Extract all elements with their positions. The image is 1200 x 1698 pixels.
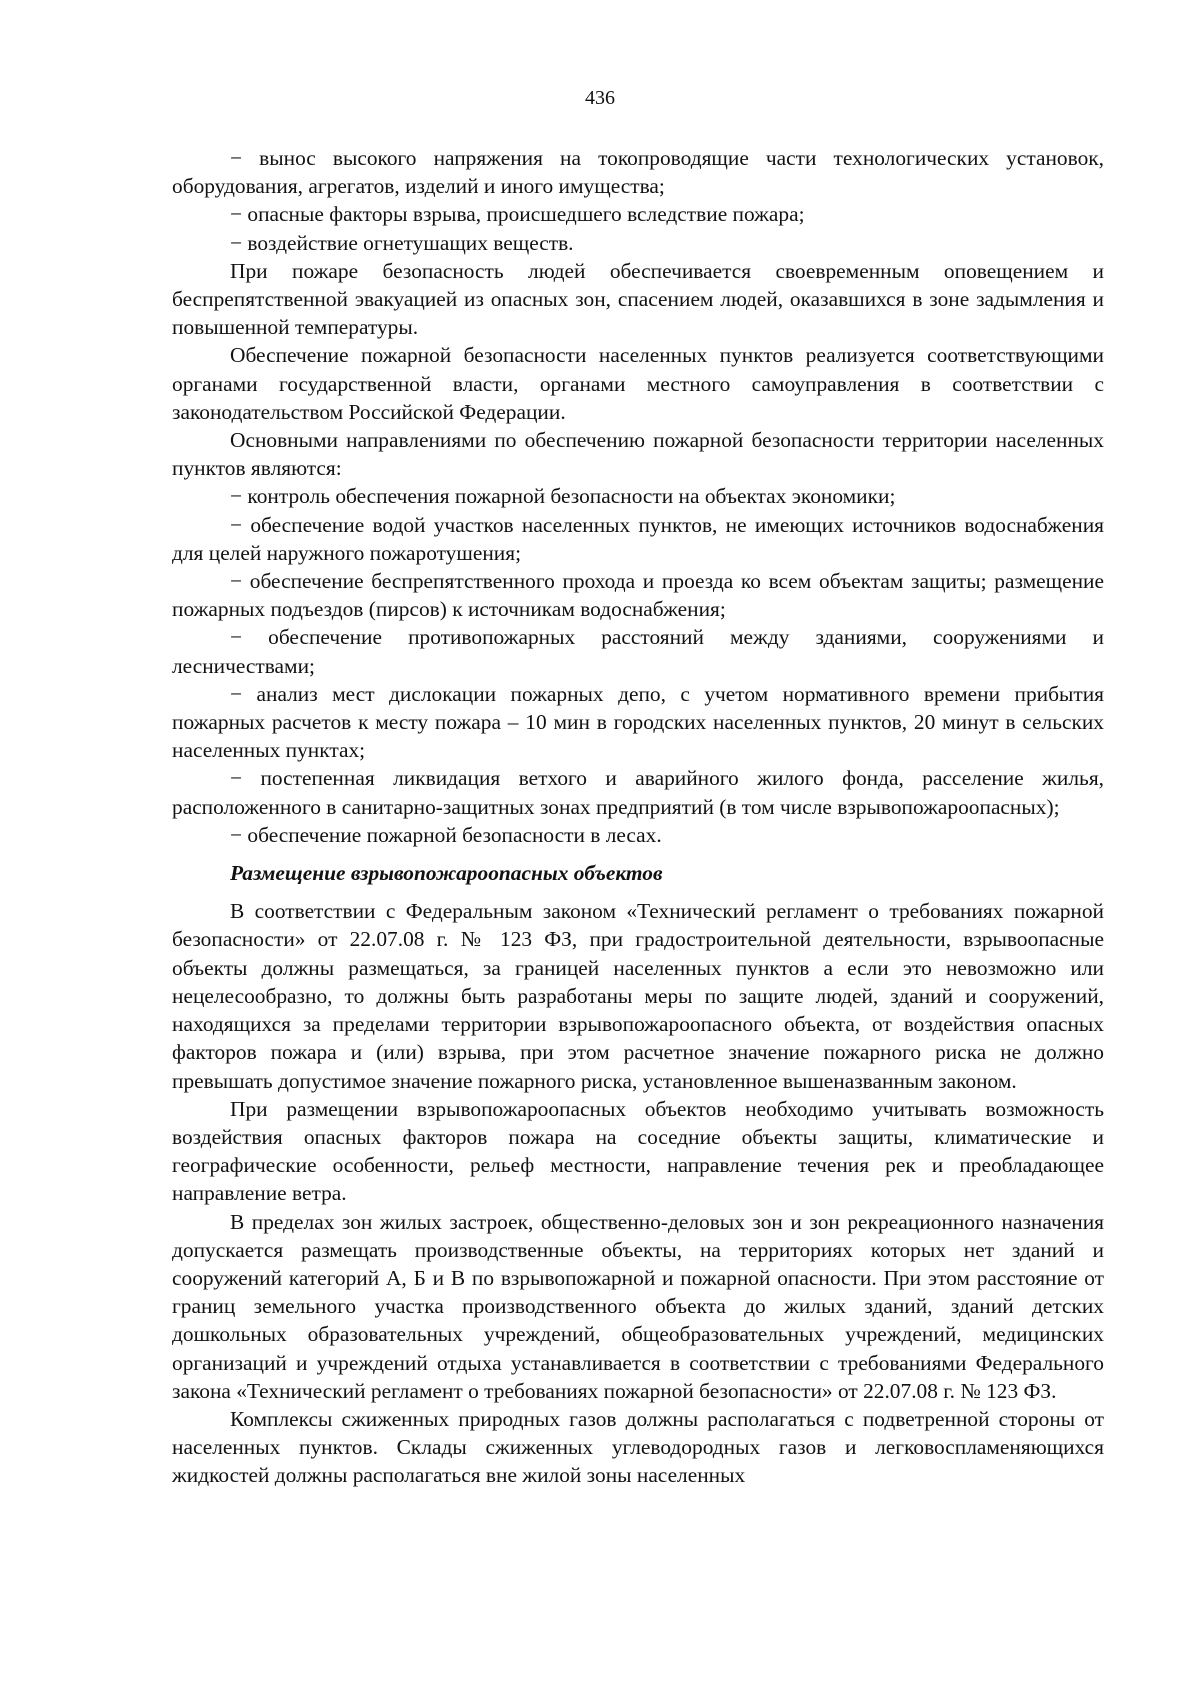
list-item-explosion-factors: − опасные факторы взрыва, происшедшего вследствие пожара; [230, 202, 805, 227]
list-item-passage: − обеспечение беспрепятственного прохода и проезда ко всем объектам защиты; размещение пожарных подъездов (пирсов) к источникам водоснабжения; [172, 569, 1104, 622]
paragraph-fire-safety-provision: Обеспечение пожарной безопасности населенных пунктов реализуется соответствующими органами государственной власти, органами местного самоуправления в соответствии с законодательством Российской Федерации. [172, 343, 1104, 424]
document-body [172, 144, 1104, 1490]
list-item-control: − контроль обеспечения пожарной безопасности на объектах экономики; [230, 484, 896, 509]
paragraph-main-directions: Основными направлениями по обеспечению пожарной безопасности территории населенных пунктов являются: [172, 428, 1104, 481]
list-item-fire-depot-analysis: − анализ мест дислокации пожарных депо, с учетом нормативного времени прибытия пожарных расчетов к месту пожара – 10 мин в городских населенных пунктов, 20 минут в сельских населенных пунктах; [172, 681, 1104, 763]
paragraph-federal-law: В соответствии с Федеральным законом «Технический регламент о требованиях пожарной безопасности» от 22.07.08 г. № 123 ФЗ, при градостроительной деятельности, взрывоопасные объекты должны размещаться, за границей населенных пунктов а если это невозможно или нецелесообразно, то должны быть разработаны меры по защите людей, зданий и сооружений, находящихся за пределами территории взрывопожароопасного объекта, от воздействия опасных факторов пожара и (или) взрыва, при этом расчетное значение пожарного риска не должно превышать допустимое значение пожарного риска, установленное вышеназванным законом. [172, 899, 1104, 1093]
list-item-high-voltage: − вынос высокого напряжения на токопроводящие части технологических установок, оборудования, агрегатов, изделий и иного имущества; [172, 146, 1104, 199]
paragraph-people-safety: При пожаре безопасность людей обеспечивается своевременным оповещением и беспрепятственной эвакуацией из опасных зон, спасением людей, оказавшихся в зоне задымления и повышенной температуры. [172, 258, 1104, 340]
paragraph-residential-zones: В пределах зон жилых застроек, общественно-деловых зон и зон рекреационного назначения допускается размещать производственные объекты, на территориях которых нет зданий и сооружений категорий А, Б и В по взрывопожарной и пожарной опасности. При этом расстояние от границ земельного участка производственного объекта до жилых зданий, зданий детских дошкольных образовательных учреждений, общеобразовательных учреждений, медицинских организаций и учреждений отдыха устанавливается в соответствии с требованиями Федерального закона «Технический регламент о требованиях пожарной безопасности» от 22.07.08 г. № 123 ФЗ. [172, 1209, 1104, 1403]
section-heading: Размещение взрывопожароопасных объектов [230, 861, 663, 886]
list-item-water-supply: − обеспечение водой участков населенных пунктов, не имеющих источников водоснабжения для целей наружного пожаротушения; [172, 512, 1104, 565]
paragraph-lng-complexes: Комплексы сжиженных природных газов должны располагаться с подветренной стороны от населенных пунктов. Склады сжиженных углеводородных газов и легковоспламеняющихся жидкостей должны располагаться вне жилой зоны населенных [172, 1406, 1104, 1488]
list-item-housing-liquidation: − постепенная ликвидация ветхого и аварийного жилого фонда, расселение жилья, расположенного в санитарно-защитных зонах предприятий (в том числе взрывопожароопасных); [172, 766, 1104, 819]
page-number: 436 [585, 87, 615, 109]
list-item-fire-distances: − обеспечение противопожарных расстояний между зданиями, сооружениями и лесничествами; [172, 625, 1104, 678]
paragraph-placement-factors: При размещении взрывопожароопасных объектов необходимо учитывать возможность воздействия опасных факторов пожара на соседние объекты защиты, климатические и географические особенности, рельеф местности, направление течения рек и преобладающее направление ветра. [172, 1096, 1104, 1206]
list-item-extinguishing-agents: − воздействие огнетушащих веществ. [230, 230, 574, 255]
list-item-forest-safety: − обеспечение пожарной безопасности в лесах. [230, 822, 662, 847]
